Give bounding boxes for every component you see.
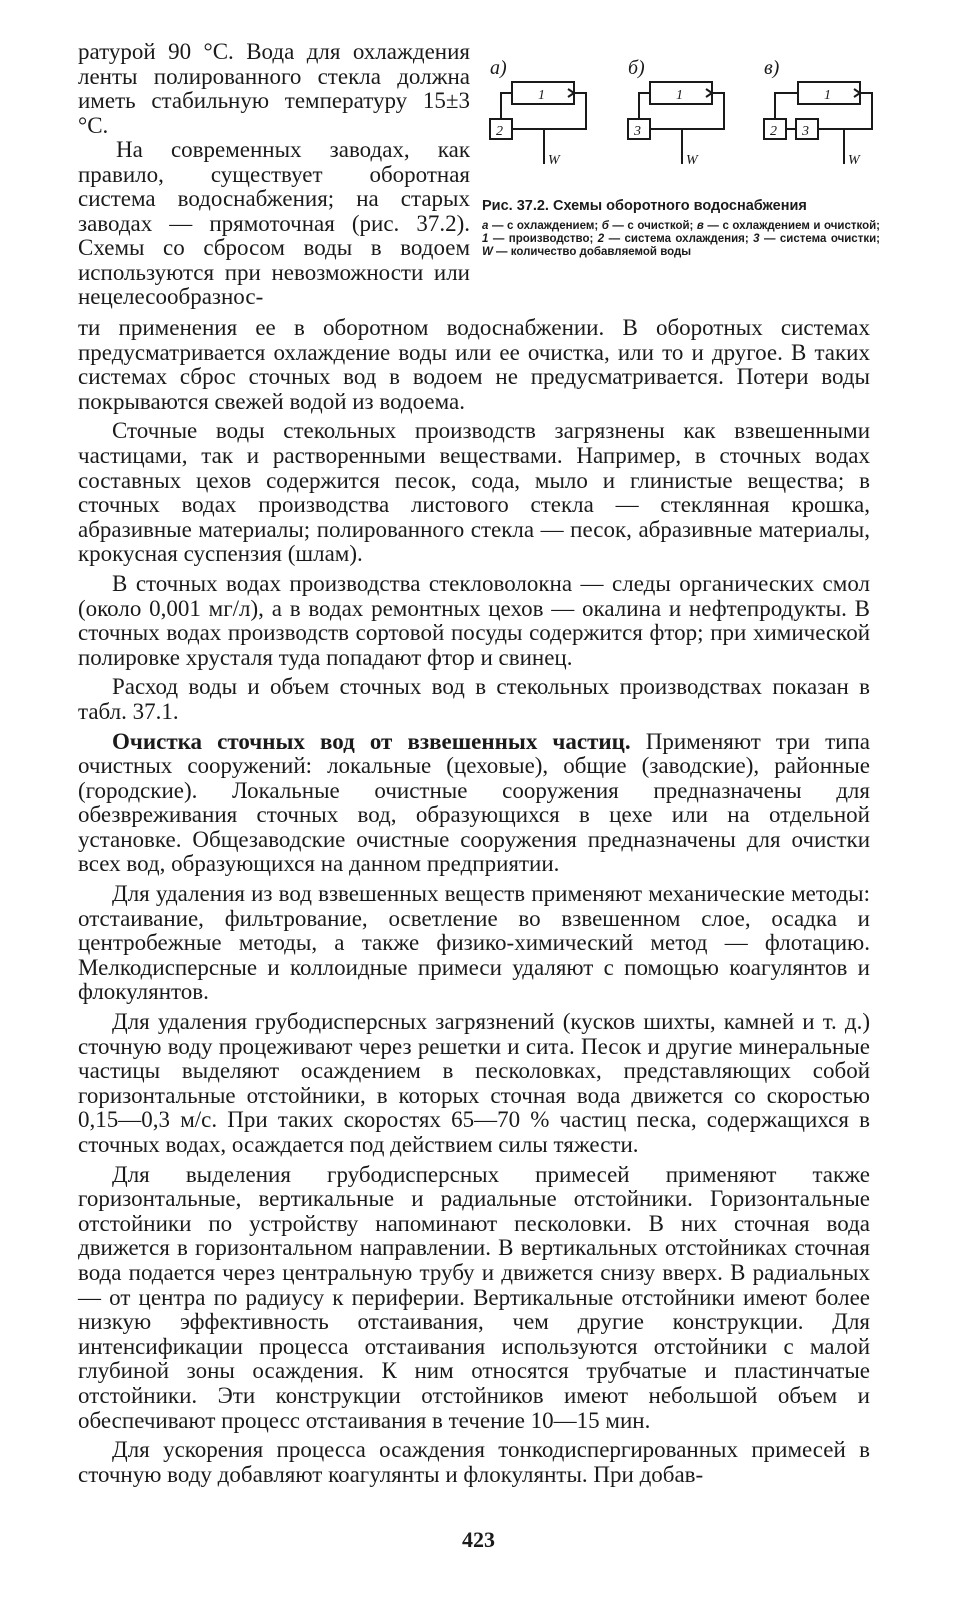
figure-legend xyxy=(482,220,880,259)
main-text xyxy=(78,316,870,1492)
figure-title: Рис. 37.2. Схемы оборотного водоснабжения xyxy=(482,198,807,214)
scheme-a-w-label: W xyxy=(548,153,560,168)
scheme-b-box-1-label: 1 xyxy=(676,88,683,103)
scheme-a-label: а) xyxy=(490,57,507,79)
scheme-a-box-2-label: 2 xyxy=(496,124,503,139)
paragraph-2: Сточные воды стекольных производств загрязнены как взвешенными частицами, так и растворенными веществами. Например, в сточных водах составных цехов содержится песок, сода, мыло и глинистые вещества; в сточных водах производства листового стекла — стеклянная крошка, абразивные материалы; полированного стекла — песок, абразивные материалы, крокусная суспензия (шлам). xyxy=(78,418,870,567)
scheme-c-box-2-label: 2 xyxy=(770,124,777,139)
paragraph-4: Расход воды и объем сточных вод в стекольных производствах показан в табл. 37.1. xyxy=(78,674,870,724)
intro-paragraph-1: ратурой 90 °С. Вода для охлаждения ленты полированного стекла должна иметь стабильную температуру 15±3 °С. xyxy=(78,39,470,138)
scheme-c-box-1-label: 1 xyxy=(824,88,831,103)
section-heading: Очистка сточных вод от взвешенных частиц. xyxy=(112,728,631,754)
paragraph-5-text: Применяют три типа очистных сооружений: локальные (цеховые), общие (заводские), районные (городские). Локальные очистные сооружения предназначены для обезвреживания сточных вод, образующихся в цехе или на отдельной установке. Общезаводские очистные сооружения предназначены для очистки всех вод, образующихся на данном предприятии. xyxy=(78,728,870,877)
legend-text-c: — с охлаждением и очисткой; xyxy=(703,220,880,232)
paragraph-5 xyxy=(78,730,870,878)
legend-key-c: в xyxy=(696,220,704,232)
scheme-c-w-label: W xyxy=(848,153,860,168)
legend-text-a: — с охлаждением; xyxy=(488,220,602,232)
paragraph-7: Для удаления грубодисперсных загрязнений (кусков шихты, камней и т. д.) сточную воду процеживают через решетки и сита. Песок и другие минеральные частицы выделяют осаждением в песколовках, представляющих собой горизонтальные отстойники, в которых сточная вода движется со скоростью 0,15—0,3 м/с. При таких скоростях 65—70 % частиц песка, содержащихся в сточных водах, осаждается под действием силы тяжести. xyxy=(78,1009,870,1157)
paragraph-9: Для ускорения процесса осаждения тонкодиспергированных примесей в сточную воду добавляют коагулянты и флокулянты. При добав- xyxy=(78,1437,870,1487)
scheme-b-box-3-label: 3 xyxy=(634,124,641,139)
legend-key-a: а xyxy=(482,220,489,232)
scheme-c-label: в) xyxy=(764,57,780,79)
legend-key-1: 1 xyxy=(482,233,489,245)
scheme-a-feed-line xyxy=(501,93,512,119)
legend-text-3: — система очистки; xyxy=(759,233,880,245)
water-supply-schemes-diagram xyxy=(480,54,880,194)
scheme-b-w-label: W xyxy=(686,153,698,168)
figure-37-2 xyxy=(480,54,880,294)
legend-key-2: 2 xyxy=(597,233,605,245)
scheme-c-box-3-label: 3 xyxy=(802,124,809,139)
paragraph-8: Для выделения грубодисперсных примесей применяют также горизонтальные, вертикальные и радиальные отстойники. Горизонтальные отстойники по устройству напоминают песколовки. В них сточная вода движется в горизонтальном направлении. В вертикальных отстойниках сточная вода подается через центральную трубу и движется снизу вверх. В радиальных — от центра по радиусу к периферии. Вертикальные отстойники имеют более низкую эффективность отстаивания, чем другие конструкции. Для интенсификации процесса отстаивания используются отстойники с малой глубиной зоны осаждения. К ним относятся трубчатые и пластинчатые отстойники. Эти конструкции отстойников имеют небольшой объем и обеспечивают процесс отстаивания в течение 10—15 мин. xyxy=(78,1161,870,1433)
legend-text-2: — система охлаждения; xyxy=(604,233,754,245)
figure-caption xyxy=(480,198,880,259)
legend-key-b: б xyxy=(601,220,609,232)
legend-text-b: — с очисткой; xyxy=(608,220,697,232)
scheme-a-box-1-label: 1 xyxy=(538,88,545,103)
intro-paragraph-2: На современных заводах, как правило, существует оборотная система водоснабжения; на старых заводах — прямоточная (рис. 37.2). Схемы со сбросом воды в водоем используются при невозможности или нецелесообразнос- xyxy=(78,137,470,309)
intro-column xyxy=(78,40,470,310)
scheme-c-feed-line xyxy=(775,93,798,119)
legend-key-w: W xyxy=(482,246,493,258)
paragraph-3: В сточных водах производства стекловолокна — следы органических смол (около 0,001 мг/л), а в водах ремонтных цехов — окалина и нефтепродукты. В сточных водах производств сортовой посуды содержится фтор; при химической полировке хрусталя туда попадают фтор и свинец. xyxy=(78,570,870,670)
scheme-b-feed-line xyxy=(639,93,650,119)
scheme-c xyxy=(764,82,872,164)
paragraph-1: ти применения ее в оборотном водоснабжении. В оборотных системах предусматривается охлаждение воды или ее очистка, или то и другое. В таких системах сброс сточных вод в водоем не предусматривается. Потери воды покрываются свежей водой из водоема. xyxy=(78,315,870,414)
page-number: 423 xyxy=(462,1527,495,1552)
scheme-b-label: б) xyxy=(628,57,645,79)
paragraph-6: Для удаления из вод взвешенных веществ применяют механические методы: отстаивание, фильтрование, осветление во взвешенном слое, осадка и центробежные методы, а также физико-химический метод — флотацию. Мелкодисперсные и коллоидные примеси удаляют с помощью коагулянтов и флокулянтов. xyxy=(78,881,870,1005)
legend-text-w: — количество добавляемой воды xyxy=(492,246,692,258)
legend-text-1: — производство; xyxy=(488,233,598,245)
legend-key-3: 3 xyxy=(753,233,760,245)
